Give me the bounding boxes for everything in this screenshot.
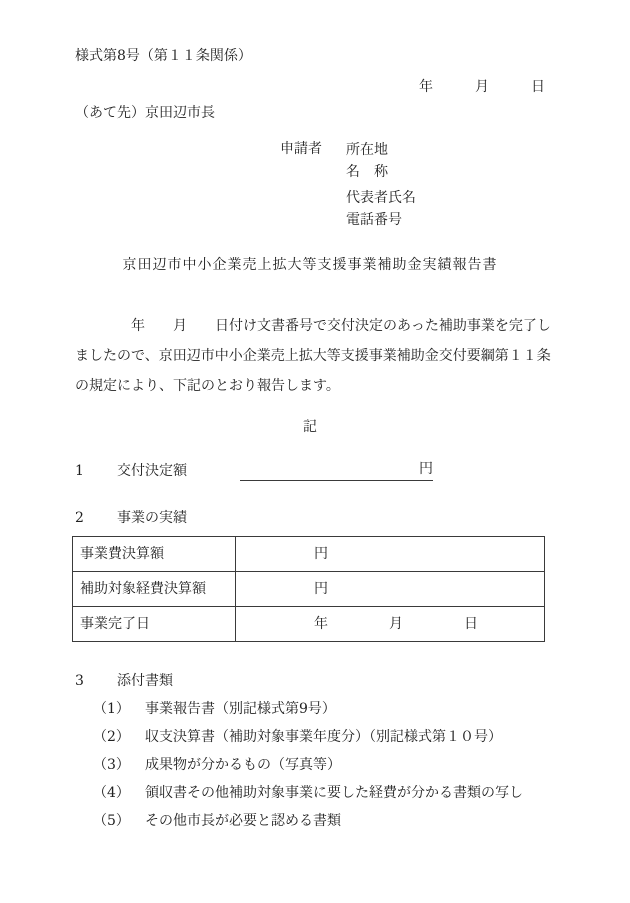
- attachment-1-number: （1）: [93, 701, 130, 717]
- attachment-3-number: （3）: [93, 757, 130, 773]
- table-row-completion-date: [73, 607, 545, 642]
- row-value-completion-date: 年 月 日: [236, 607, 545, 642]
- body-line-3: の規定により、下記のとおり報告します。: [75, 378, 340, 394]
- attachment-5-text: その他市長が必要と認める書類: [145, 813, 341, 829]
- section1-number: 1: [75, 463, 84, 479]
- record-marker: 記: [303, 419, 317, 435]
- body-line-2: ましたので、京田辺市中小企業売上拡大等支援事業補助金交付要綱第１１条: [75, 348, 551, 364]
- list-item: [75, 727, 545, 747]
- grant-amount-blank-field: 円: [240, 459, 433, 481]
- list-item: [75, 699, 545, 719]
- row-value-project-expense: 円: [236, 537, 545, 572]
- attachment-2-text: 収支決算書（補助対象事業年度分）（別記様式第１０号）: [145, 729, 502, 745]
- row-label-project-expense: 事業費決算額: [73, 537, 236, 572]
- applicant-name-label: 名 称: [346, 164, 388, 180]
- section2-number: 2: [75, 510, 84, 526]
- row-label-eligible-expense: 補助対象経費決算額: [73, 572, 236, 607]
- section3-number: 3: [75, 673, 84, 689]
- row-value-eligible-expense: 円: [236, 572, 545, 607]
- body-line-1: 年 月 日付け文書番号で交付決定のあった補助事業を完了し: [75, 318, 551, 334]
- attachment-1-text: 事業報告書（別記様式第9号）: [145, 701, 336, 717]
- table-row-project-expense: [73, 537, 545, 572]
- section1-grant-amount: [75, 459, 545, 481]
- applicant-phone-label: 電話番号: [346, 212, 402, 228]
- applicant-label: 申請者: [280, 141, 322, 157]
- applicant-representative-label: 代表者氏名: [346, 190, 416, 206]
- body-paragraph: [75, 311, 551, 401]
- attachment-5-number: （5）: [93, 813, 130, 829]
- table-row-eligible-expense: [73, 572, 545, 607]
- section3-label: 添付書類: [117, 673, 173, 689]
- date-line: 年 月 日: [419, 79, 545, 95]
- addressee-line: （あて先）京田辺市長: [75, 105, 215, 121]
- section2-heading: [75, 508, 545, 528]
- results-table: [72, 536, 545, 642]
- section3-attachments: [75, 671, 545, 831]
- applicant-address-label: 所在地: [346, 142, 388, 158]
- form-number: 様式第8号（第１１条関係）: [75, 48, 252, 64]
- section1-label: 交付決定額: [117, 463, 187, 479]
- list-item: [75, 783, 545, 803]
- attachment-list: [75, 699, 545, 831]
- attachment-4-text: 領収書その他補助対象事業に要した経費が分かる書類の写し: [145, 785, 523, 801]
- document-title: 京田辺市中小企業売上拡大等支援事業補助金実績報告書: [122, 257, 498, 273]
- attachment-3-text: 成果物が分かるもの（写真等）: [145, 757, 341, 773]
- row-label-completion-date: 事業完了日: [73, 607, 236, 642]
- section2-label: 事業の実績: [117, 510, 187, 526]
- section3-heading: [75, 671, 545, 691]
- attachment-2-number: （2）: [93, 729, 130, 745]
- attachment-4-number: （4）: [93, 785, 130, 801]
- list-item: [75, 811, 545, 831]
- applicant-fields: [346, 139, 416, 231]
- applicant-block: [75, 139, 545, 231]
- list-item: [75, 755, 545, 775]
